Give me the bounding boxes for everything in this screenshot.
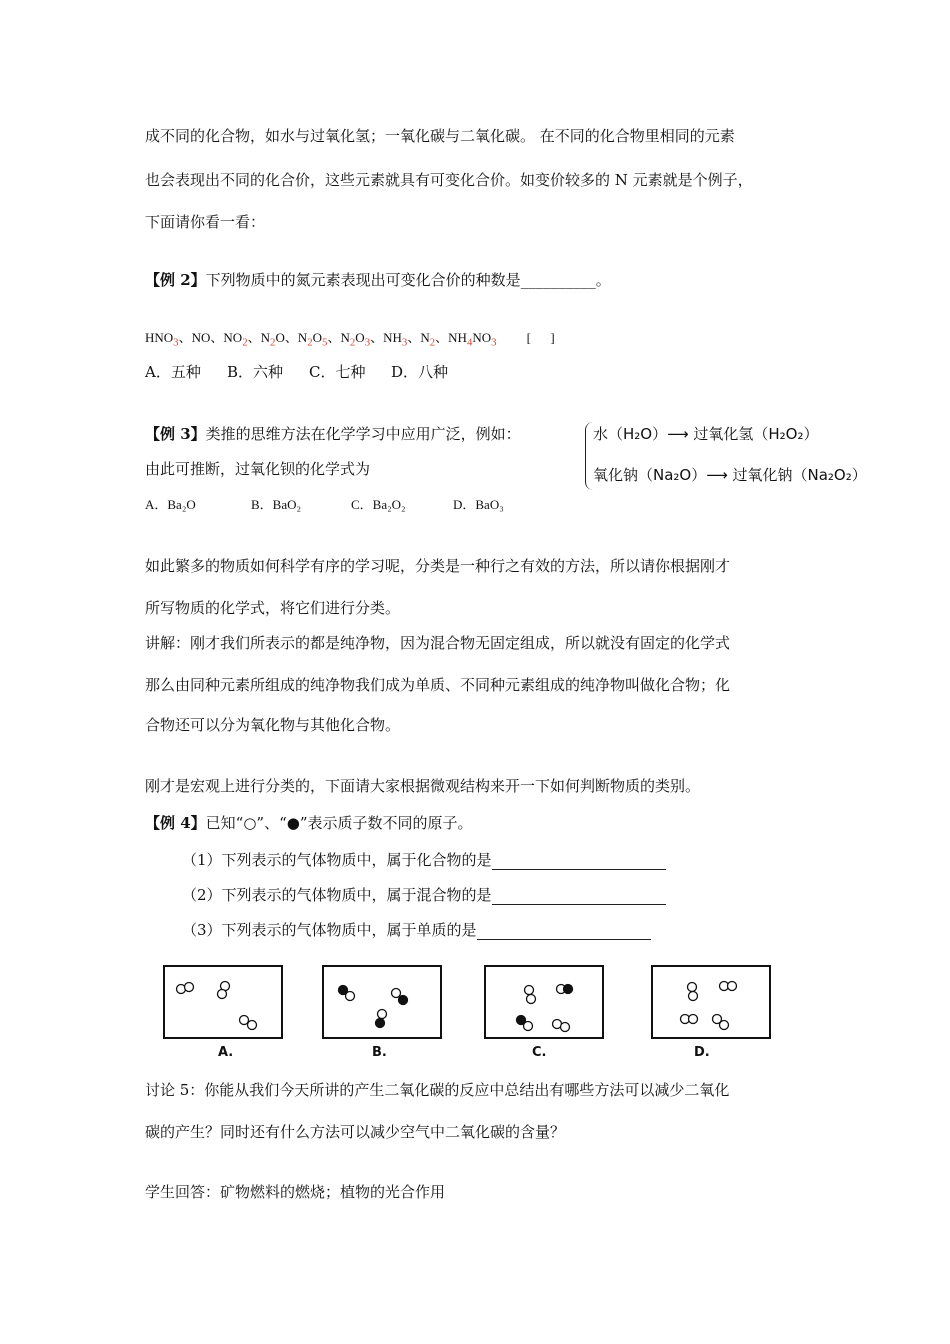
question-text: 下列物质中的氮元素表现出可变化合价的种数是: [205, 271, 521, 289]
analogy-row-sodium: 氧化钠（Na₂O）⟶ 过氧化钠（Na₂O₂）: [593, 466, 867, 484]
option-d[interactable]: D．BaO₃: [453, 497, 504, 512]
q2-text: （2）下列表示的气体物质中，属于混合物的是: [182, 886, 492, 904]
paragraph-line: 所写物质的化学式，将它们进行分类。: [145, 599, 401, 617]
white-atom: [524, 1022, 533, 1031]
white-atom: [240, 1016, 249, 1025]
separator: 、: [284, 330, 298, 345]
option-c[interactable]: C．七种: [309, 363, 366, 381]
paragraph-line: 也会表现出不同的化合价，这些元素就具有可变化合价。如变价较多的 N 元素就是个例子，: [145, 171, 753, 189]
panel-label-d: D.: [694, 1045, 710, 1060]
white-atom: [527, 995, 536, 1004]
white-atom: [248, 1021, 257, 1030]
example-2-question: [145, 270, 611, 290]
option-b[interactable]: B．BaO₂: [251, 497, 302, 512]
panel-box: [164, 966, 282, 1038]
answer-line[interactable]: [492, 853, 666, 870]
white-atom: [346, 992, 355, 1001]
example-tag: 【例 4】: [145, 814, 206, 832]
formula-item: $N_2O$: [260, 330, 285, 349]
separator: 、: [370, 330, 384, 345]
paragraph-line: 讲解：刚才我们所表示的都是纯净物，因为混合物无固定组成，所以就没有固定的化学式: [145, 634, 731, 652]
formula-item: $N_2O_3$: [340, 330, 371, 349]
white-atom: [185, 983, 194, 992]
white-atom: [689, 1015, 698, 1024]
separator: 、: [247, 330, 261, 345]
example-2-options: [145, 362, 448, 382]
black-atom: [399, 996, 408, 1005]
white-atom: [218, 990, 227, 999]
black-atom: [564, 985, 573, 994]
analogy-handwriting: [585, 420, 867, 492]
example-3-options: [145, 495, 504, 515]
answer-line[interactable]: [492, 888, 666, 905]
example-3-question: [145, 424, 521, 444]
option-a[interactable]: A．Ba₂O: [145, 497, 196, 512]
student-answer: 学生回答：矿物燃料的燃烧；植物的光合作用: [145, 1183, 446, 1201]
q1-text: （1）下列表示的气体物质中，属于化合物的是: [182, 851, 492, 869]
option-b[interactable]: B．六种: [227, 363, 284, 381]
separator: 、: [407, 330, 421, 345]
example-4-q1: [182, 850, 666, 870]
separator: 、: [327, 330, 341, 345]
black-atom: [376, 1019, 385, 1028]
question-text: 类推的思维方法在化学学习中应用广泛，例如：: [205, 425, 521, 443]
formula-item: $HNO_3$: [145, 330, 179, 349]
panel-label-b: B.: [372, 1045, 387, 1060]
panel-box: [485, 966, 603, 1038]
separator: 、: [178, 330, 192, 345]
analogy-row-water: 水（H₂O）⟶ 过氧化氢（H₂O₂）: [593, 425, 819, 443]
panel-label-a: A.: [218, 1045, 234, 1060]
formula-item: NO: [191, 330, 211, 345]
formula-item: $N_2$: [420, 330, 436, 349]
separator: 、: [210, 330, 224, 345]
molecule-diagram-d: [648, 962, 772, 1062]
example-4-intro: [145, 813, 473, 833]
paragraph-line: 碳的产生？同时还有什么方法可以减少空气中二氧化碳的含量？: [145, 1123, 566, 1141]
paragraph-line: 下面请你看一看：: [145, 213, 266, 231]
paragraph-line: 合物还可以分为氧化物与其他化合物。: [145, 716, 401, 734]
answer-blank[interactable]: __________: [520, 271, 596, 289]
separator: 、: [435, 330, 449, 345]
panel-label-c: C.: [532, 1045, 547, 1060]
white-atom: [392, 989, 401, 998]
option-c[interactable]: C．Ba₂O₂: [351, 497, 406, 512]
white-atom: [378, 1010, 387, 1019]
answer-bracket[interactable]: [ ]: [526, 330, 555, 345]
white-atom: [561, 1023, 570, 1032]
option-a[interactable]: A．五种: [145, 363, 201, 381]
white-atom: [720, 1021, 729, 1030]
option-d[interactable]: D．八种: [391, 363, 449, 381]
example-3-line2: 由此可推断，过氧化钡的化学式为: [145, 460, 371, 478]
paragraph-line: 成不同的化合物，如水与过氧化氢；一氧化碳与二氧化碳。 在不同的化合物里相同的元素: [145, 127, 735, 145]
paragraph-line: 讨论 5：你能从我们今天所讲的产生二氧化碳的反应中总结出有哪些方法可以减少二氧化: [145, 1081, 730, 1099]
molecule-diagram: [160, 962, 620, 1062]
paragraph-line: 那么由同种元素所组成的纯净物我们成为单质、不同种元素组成的纯净物叫做化合物；化: [145, 676, 731, 694]
formula-list: [145, 328, 555, 353]
panel-b: [323, 966, 441, 1038]
paragraph-line: 刚才是宏观上进行分类的，下面请大家根据微观结构来开一下如何判断物质的类别。: [145, 777, 701, 795]
white-atom: [525, 986, 534, 995]
answer-line[interactable]: [477, 923, 651, 940]
white-atom: [689, 992, 698, 1001]
example-tag: 【例 3】: [145, 425, 206, 443]
white-atom: [728, 982, 737, 991]
paragraph-line: 如此繁多的物质如何科学有序的学习呢，分类是一种行之有效的方法，所以请你根据刚才: [145, 557, 731, 575]
panel-c: [485, 966, 603, 1038]
example-tag: 【例 2】: [145, 271, 206, 289]
intro-text: 已知“○”、“●”表示质子数不同的原子。: [205, 814, 473, 832]
period: 。: [595, 271, 611, 289]
q3-text: （3）下列表示的气体物质中，属于单质的是: [182, 921, 477, 939]
formula-item: $NH_4NO_3$: [448, 330, 497, 349]
formula-item: $N_2O_5$: [297, 330, 328, 349]
formula-item: $NO_2$: [223, 330, 248, 349]
example-4-q2: [182, 885, 666, 905]
white-atom: [688, 983, 697, 992]
formula-item: $NH_3$: [383, 330, 408, 349]
panel-box: [652, 966, 770, 1038]
panel-a: [164, 966, 282, 1038]
example-4-q3: [182, 920, 651, 940]
